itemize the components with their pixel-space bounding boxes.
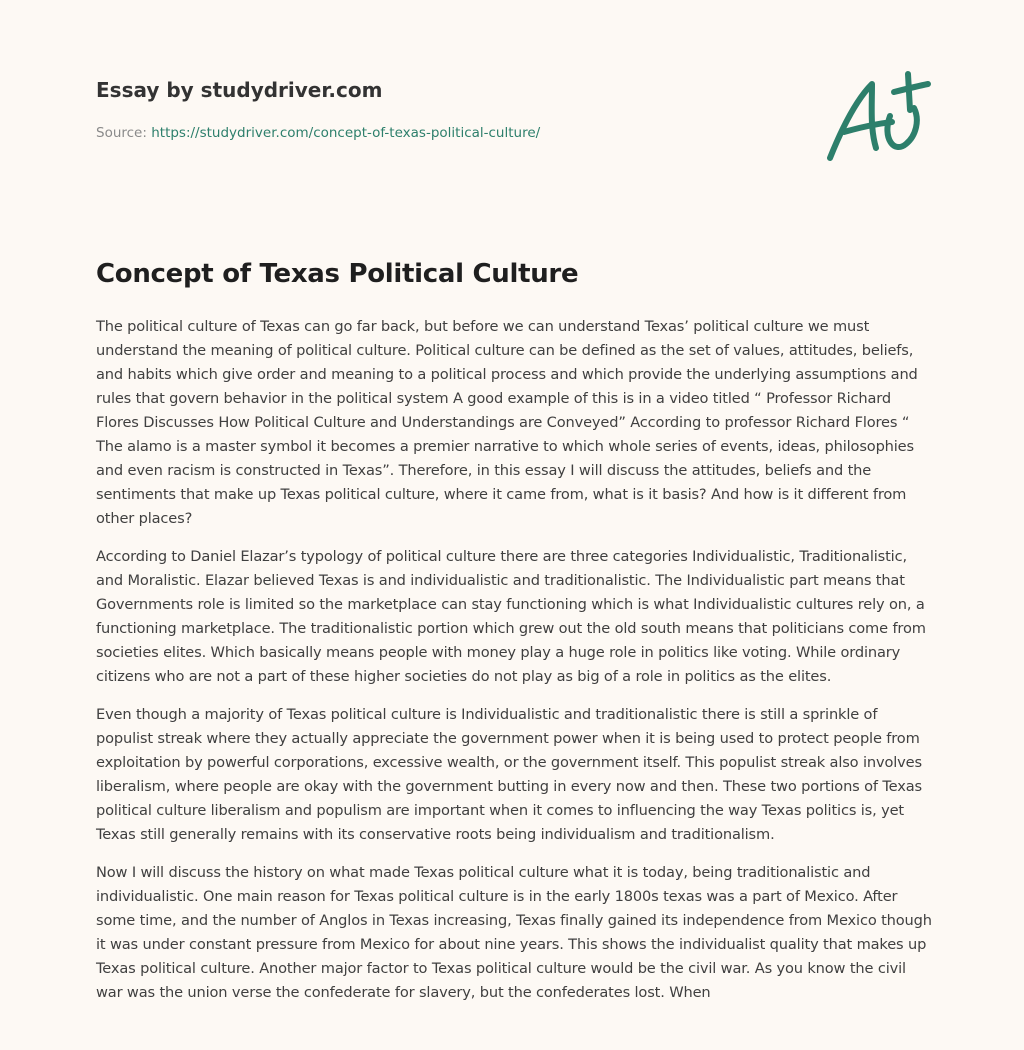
essay-title: Concept of Texas Political Culture [96, 259, 579, 289]
paragraph: According to Daniel Elazar’s typology of political culture there are three categories Individualistic, Traditionalistic, and Moralistic. Elazar believed Texas is and individualistic and traditionalistic. The Individualistic part means that Governments role is limited so the marketplace can stay functioning which is what Individualistic cultures rely on, a functioning marketplace. The traditionalistic portion which grew out the old south means that politicians come from societies elites. Which basically means people with money play a huge role in politics like voting. While ordinary citizens who are not a part of these higher societies do not play as big of a role in politics as the elites. [96, 548, 926, 685]
source-line [96, 124, 936, 142]
paragraph: Now I will discuss the history on what made Texas political culture what it is today, being traditionalistic and individualistic. One main reason for Texas political culture is in the early 1800s texas was a part of Mexico. After some time, and the number of Anglos in Texas increasing, Texas finally gained its independence from Mexico though it was under constant pressure from Mexico for about nine years. This shows the individualist quality that makes up Texas political culture. Another major factor to Texas political culture would be the civil war. As you know the civil war was the union verse the confederate for slavery, but the confederates lost. When [96, 864, 932, 1001]
paragraph: Even though a majority of Texas political culture is Individualistic and traditionalistic there is still a sprinkle of populist streak where they actually appreciate the government power when it is being used to protect people from exploitation by powerful corporations, excessive wealth, or the government itself. This populist streak also involves liberalism, where people are okay with the government butting in every now and then. These two portions of Texas political culture liberalism and populism are important when it comes to influencing the way Texas politics is, yet Texas still generally remains with its conservative roots being individualism and traditionalism. [96, 706, 922, 843]
brand-title: Essay by studydriver.com [96, 78, 383, 102]
essay-header [96, 78, 936, 142]
source-link[interactable]: https://studydriver.com/concept-of-texas-political-culture/ [151, 125, 541, 141]
essay-body [96, 315, 932, 1019]
a-plus-grade-icon [822, 66, 932, 166]
source-label: Source: [96, 125, 147, 141]
paragraph: The political culture of Texas can go far back, but before we can understand Texas’ political culture we must understand the meaning of political culture. Political culture can be defined as the set of values, attitudes, beliefs, and habits which give order and meaning to a political process and which provide the underlying assumptions and rules that govern behavior in the political system A good example of this is in a video titled “ Professor Richard Flores Discusses How Political Culture and Understandings are Conveyed” According to professor Richard Flores “ The alamo is a master symbol it becomes a premier narrative to which whole series of events, ideas, philosophies and even racism is constructed in Texas”. Therefore, in this essay I will discuss the attitudes, beliefs and the sentiments that make up Texas political culture, where it came from, what is it basis? And how is it different from other places? [96, 318, 918, 527]
